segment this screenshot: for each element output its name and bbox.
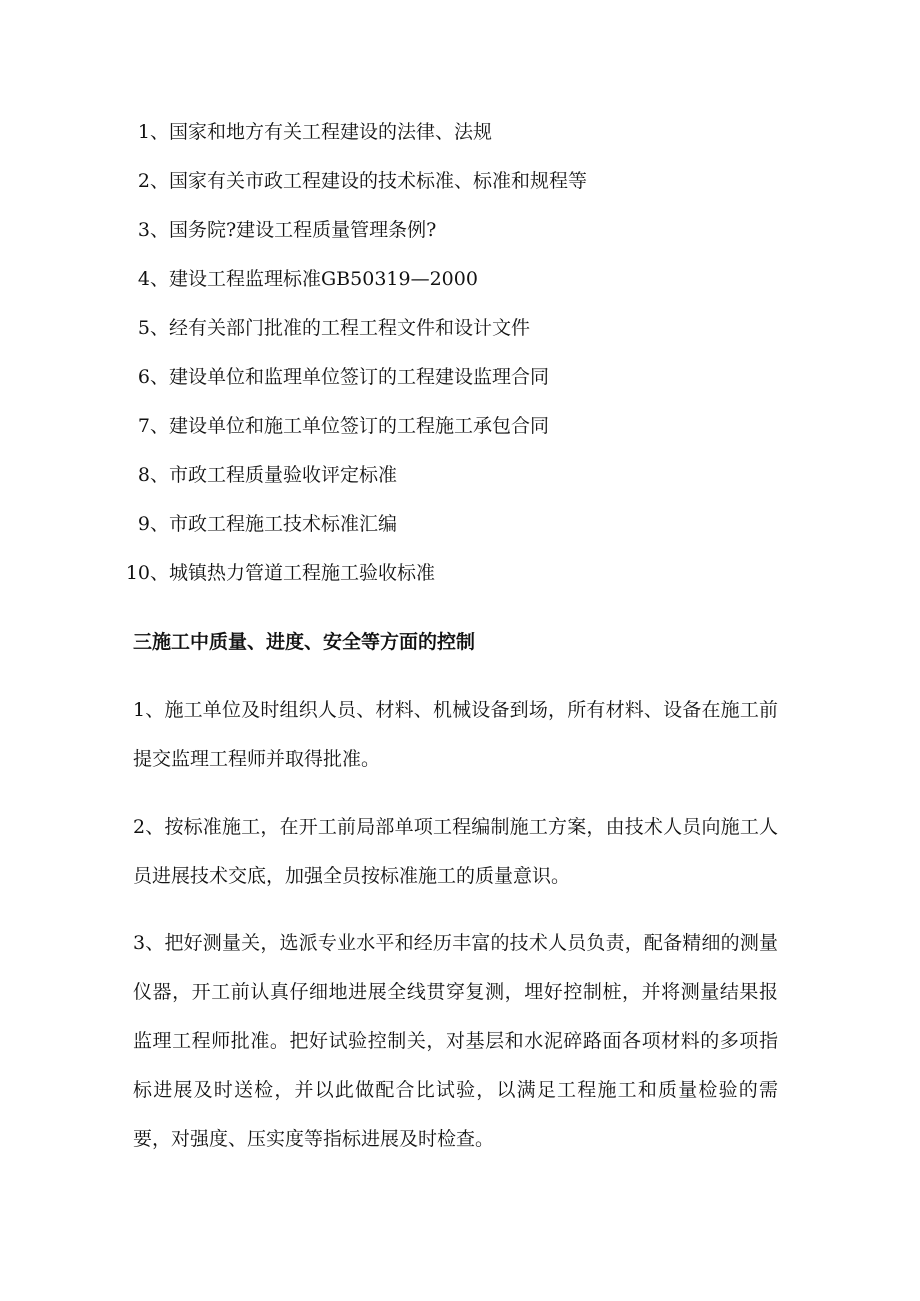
list-item-number: 7 — [137, 415, 150, 437]
list-item-number: 3 — [137, 219, 150, 241]
list-item-text: 、市政工程质量验收评定标准 — [150, 464, 398, 486]
paragraph: 2、按标准施工，在开工前局部单项工程编制施工方案，由技术人员向施工人员进展技术交底，加强全员按标准施工的质量意识。 — [133, 816, 778, 887]
list-item — [0, 406, 920, 455]
list-item-text: 、建设单位和监理单位签订的工程建设监理合同 — [150, 366, 550, 388]
list-item-number: 10 — [125, 562, 150, 584]
list-item-text: 、经有关部门批准的工程工程文件和设计文件 — [150, 317, 531, 339]
list-item — [0, 112, 920, 161]
list-item-number: 1 — [137, 121, 150, 143]
list-item-number: 5 — [137, 317, 150, 339]
list-item — [0, 455, 920, 504]
list-item-number: 8 — [137, 464, 150, 486]
list-item — [0, 259, 920, 308]
list-item-text: 、市政工程施工技术标准汇编 — [150, 513, 398, 535]
list-item-text: 、国务院?建设工程质量管理条例? — [150, 219, 437, 241]
paragraph: 3、把好测量关，选派专业水平和经历丰富的技术人员负责，配备精细的测量仪器，开工前认真仔细地进展全线贯穿复测，埋好控制桩，并将测量结果报监理工程师批准。把好试验控制关，对基层和水泥碎路面各项材料的多项指标进展及时送检，并以此做配合比试验，以满足工程施工和质量检验的需要，对强度、压实度等指标进展及时检查。 — [133, 932, 778, 1150]
list-item — [0, 161, 920, 210]
paragraph: 1、施工单位及时组织人员、材料、机械设备到场，所有材料、设备在施工前提交监理工程师并取得批准。 — [133, 699, 778, 770]
list-item-text: 、建设单位和施工单位签订的工程施工承包合同 — [150, 415, 550, 437]
list-item — [0, 308, 920, 357]
section-heading: 三施工中质量、进度、安全等方面的控制 — [133, 631, 476, 653]
list-item-number: 6 — [137, 366, 150, 388]
list-item-text: 、国家有关市政工程建设的技术标准、标准和规程等 — [150, 170, 588, 192]
list-item — [0, 210, 920, 259]
list-item-number: 9 — [137, 513, 150, 535]
list-item — [0, 553, 920, 602]
list-item — [0, 504, 920, 553]
list-item — [0, 357, 920, 406]
list-item-text: 、城镇热力管道工程施工验收标准 — [150, 562, 436, 584]
basis-list — [0, 112, 920, 602]
list-item-number: 2 — [137, 170, 150, 192]
list-item-text: 、国家和地方有关工程建设的法律、法规 — [150, 121, 493, 143]
list-item-number: 4 — [137, 268, 150, 290]
list-item-text: 、建设工程监理标准GB50319—2000 — [150, 268, 478, 290]
